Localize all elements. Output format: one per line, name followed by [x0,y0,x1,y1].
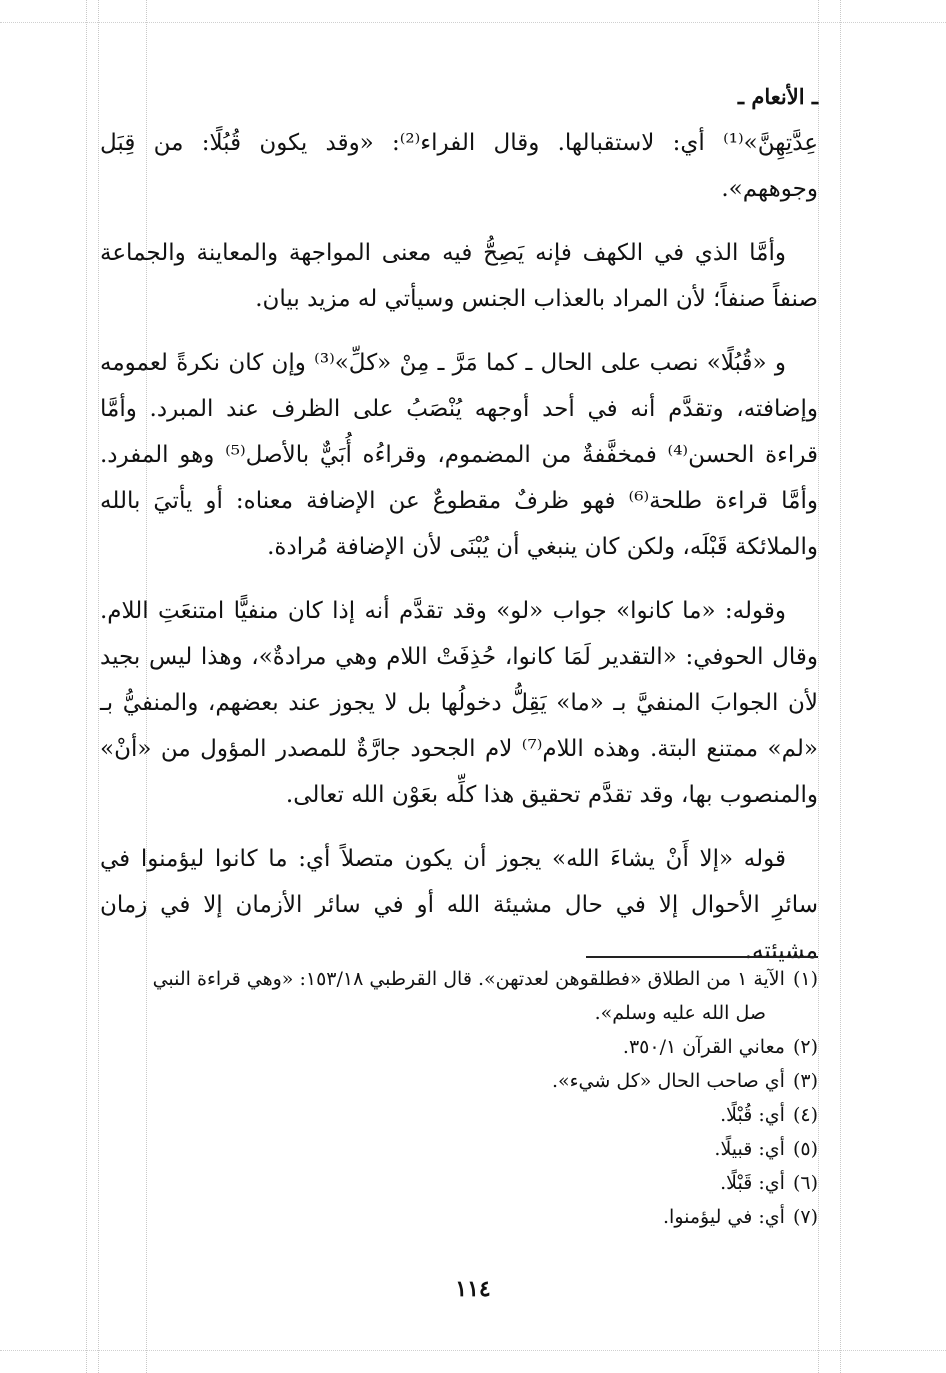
footnote-number: (٦) [792,1172,818,1194]
footnote-number: (٢) [792,1036,818,1058]
scan-guide-line [0,1350,946,1351]
footnote-text: أي: قبيلًا. [714,1138,785,1160]
footnotes [100,962,818,1234]
footnote-number: (١) [792,968,818,990]
scan-guide-line [0,22,946,23]
paragraph: وقوله: «ما كانوا» جواب «لو» وقد تقدَّم أنه إذا كان منفيًّا امتنعَتِ اللام. وقال الحوفي: «التقدير لَمَا كانوا، حُذِفَتْ اللام وهي مرادةٌ»، وهذا ليس بجيد لأن الجوابَ المنفيَّ بـ «ما» يَقِلُّ دخولُها بل لا يجوز عند بعضهم، والمنفيُّ بـ «لم» ممتنع البتة. وهذه اللام⁽⁷⁾ لام الجحود جارَّةٌ للمصدر المؤول من «أنْ» والمنصوب بها، وقد تقدَّم تحقيق هذا كلِّه بعَوْن الله تعالى. [100,598,818,808]
footnote [100,1064,818,1098]
footnote-text: معاني القرآن ٣٥٠/١. [622,1036,785,1058]
footnote-text: أي: قَبْلًا. [720,1172,785,1194]
footnote-number: (٣) [792,1070,818,1092]
footnote-text: أي: قُبْلًا. [720,1104,785,1126]
footnote-number: (٥) [792,1138,818,1160]
footnote-continuation: صل الله عليه وسلم». [594,1002,766,1024]
footnote-number: (٧) [792,1206,818,1228]
running-head: ـ الأنعام ـ [737,84,818,109]
scan-guide-line [98,0,99,1373]
footnote [100,962,818,996]
paragraph: وأمَّا الذي في الكهف فإنه يَصِحُّ فيه معنى المواجهة والمعاينة والجماعة صنفاً صنفاً؛ لأن المراد بالعذاب الجنس وسيأتي له مزيد بيان. [100,240,818,312]
paragraph: عِدَّتِهِنَّ»⁽¹⁾ أي: لاستقبالها. وقال الفراء⁽²⁾: «وقد يكون قُبُلًا: من قِبَل وجوههم». [100,130,818,202]
scan-guide-line [86,0,87,1373]
footnote [100,1030,818,1064]
footnote-text: الآية ١ من الطلاق «فطلقوهن لعدتهن». قال القرطبي ١٥٣/١٨: «وهي قراءة النبي [152,968,785,990]
footnote-separator [586,956,818,958]
footnote [100,1098,818,1132]
paragraph: قوله «إلا أَنْ يشاءَ الله» يجوز أن يكون متصلاً أي: ما كانوا ليؤمنوا في سائرِ الأحوال إلا في حال مشيئة الله أو في سائر الأزمان إلا في زمان مشيئته. [100,846,818,964]
footnote-text: أي صاحب الحال «كل شيء». [551,1070,785,1092]
footnote [100,1166,818,1200]
footnote-number: (٤) [792,1104,818,1126]
paragraph: و «قُبُلًا» نصب على الحال ـ كما مَرَّ ـ مِنْ «كلِّ»⁽³⁾ وإن كان نكرةً لعمومه وإضافته، وتقدَّم أنه في أحد أوجهه يُنْصَبُ على الظرف عند المبرد. وأمَّا قراءة الحسن⁽⁴⁾ فمخفَّفةٌ من المضموم، وقراءُه أُبَيٌّ بالأصل⁽⁵⁾ وهو المفرد. وأمَّا قراءة طلحة⁽⁶⁾ فهو ظرفٌ مقطوعٌ عن الإضافة معناه: أو يأتيَ بالله والملائكة قَبْلَه، ولكن كان ينبغي أن يُبْنَى لأن الإضافة مُرادة. [100,350,819,560]
footnote-text: أي: في ليؤمنوا. [663,1206,785,1228]
scan-guide-line [840,0,841,1373]
scan-guide-line [818,0,819,1373]
page-body [100,82,818,992]
page-number: ١١٤ [455,1276,491,1302]
footnote [100,1200,818,1234]
footnote [100,1132,818,1166]
